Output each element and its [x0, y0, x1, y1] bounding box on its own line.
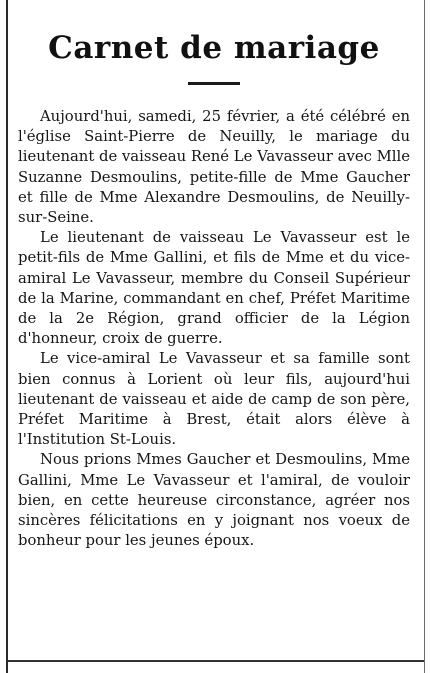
paragraph-groom-family: Le lieutenant de vaisseau Le Vavasseur est le petit-fils de Mme Gallini, et fils de Mme et du vice-amiral Le Vavasseur, membre du Conseil Supérieur de la Marine, commandant en chef, Préfet Maritime de la 2e Région, grand officier de la Légion d'honneur, croix de guerre. [18, 229, 410, 348]
paragraph-announcement: Aujourd'hui, samedi, 25 février, a été célébré en l'église Saint-Pierre de Neuilly, le mariage du lieutenant de vaisseau René Le Vavasseur avec Mlle Suzanne Desmoulins, petite-fille de Mme Gaucher et fille de Mme Alexandre Desmoulins, de Neuilly-sur-Seine. [18, 108, 410, 227]
article-headline: Carnet de mariage [48, 30, 380, 66]
column-bottom-rule [8, 660, 424, 662]
paragraph-lorient: Le vice-amiral Le Vavasseur et sa famille sont bien connus à Lorient où leur fils, aujourd'hui lieutenant de vaisseau et aide de camp de son père, Préfet Maritime à Brest, était alors élève à l'Institution St-Louis. [18, 350, 410, 449]
headline-separator [188, 82, 240, 85]
article-body [18, 107, 410, 551]
column-left-rule [6, 0, 8, 673]
paragraph-congratulations: Nous prions Mmes Gaucher et Desmoulins, Mme Gallini, Mme Le Vavasseur et l'amiral, de vouloir bien, en cette heureuse circonstance, agréer nos sincères félicitations en y joignant nos voeux de bonheur pour les jeunes époux. [18, 451, 410, 550]
column-right-rule [424, 0, 425, 673]
